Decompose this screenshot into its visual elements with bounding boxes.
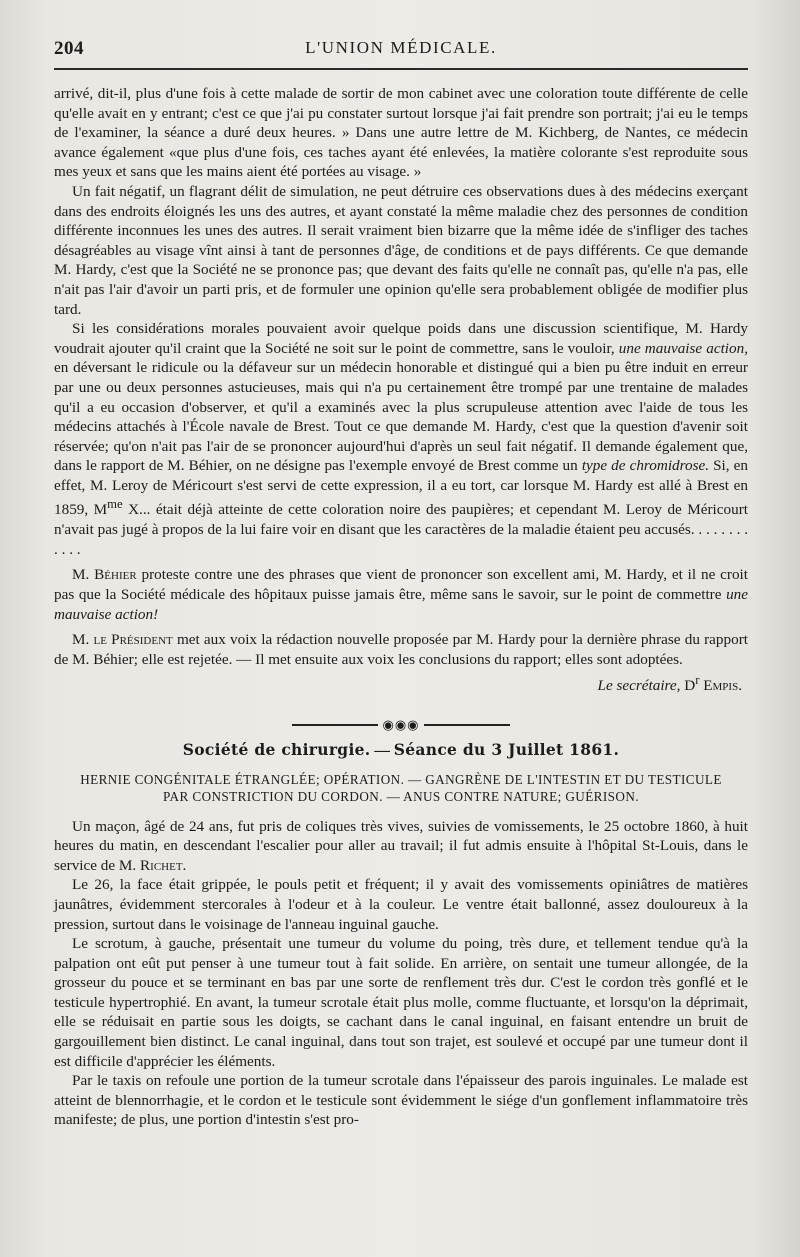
intro-paragraph: arrivé, dit-il, plus d'une fois à cette malade de sortir de mon cabinet avec une coloration toute différente de celle qu'elle avait en y entrant; c'est ce que j'ai pu constater surtout lorsque j'ai fait prendre son portrait; j'ai eu le temps de l'examiner, la séance a duré deux heures. » Dans une autre lettre de M. Kichberg, de Nantes, ce médecin avance également «que plus d'une fois, ces taches ayant été enlevées, la matière colorante s'est reproduite sous mes yeux et sans que les mains aient été portées au visage. » xyxy=(54,85,748,181)
italic-phrase: une mauvaise action, xyxy=(618,339,748,357)
paragraph-behier xyxy=(54,565,748,624)
signature xyxy=(54,671,748,696)
page-body xyxy=(54,84,748,1130)
text-run: Si, en effet, M. Leroy de Méricourt s'est servi de cette expression, il a eu tort, car lorsque M. Hardy est allé à Brest en 1859, M xyxy=(54,457,748,519)
signature-name: Empis. xyxy=(699,677,742,695)
header-rule xyxy=(54,68,748,70)
section-title xyxy=(54,740,748,761)
italic-phrase: une mauvaise action! xyxy=(54,585,748,623)
superscript: me xyxy=(107,497,123,512)
case-title xyxy=(54,771,748,805)
running-title: L'UNION MÉDICALE. xyxy=(305,38,497,57)
text-run: met aux voix la rédaction nouvelle proposée par M. Hardy pour la dernière phrase du rapport de M. Béhier; elle est rejetée. — Il met ensuite aux voix les conclusions du rapport; elles sont adoptées. xyxy=(54,631,748,668)
text-run: M. xyxy=(72,631,94,649)
section-divider-ornament xyxy=(54,716,748,734)
superscript: r xyxy=(695,673,700,688)
case-title-line: PAR CONSTRICTION DU CORDON. — ANUS CONTRE NATURE; GUÉRISON. xyxy=(163,788,639,804)
page-header xyxy=(54,34,748,70)
society-name: Société de chirurgie. xyxy=(182,739,371,759)
case-paragraph xyxy=(54,817,748,876)
case-paragraph: Par le taxis on refoule une portion de la tumeur scrotale dans l'épaisseur des parois inguinales. Le malade est atteint de blennorrhagie, et le cordon et le testicule sont évidemment le siége d'un gonflement inflammatoire très manifeste; de plus, une portion d'intestin s'est pro- xyxy=(54,1072,748,1129)
speaker-name: le Président xyxy=(93,631,173,649)
separator: — xyxy=(370,741,394,759)
case-paragraph: Le 26, la face était grippée, le pouls petit et fréquent; il y avait des vomissements opiniâtres de matières jaunâtres, évidemment stercorales à l'odeur et à la couleur. Le ventre était ballonné, assez douloureux à la pression, surtout dans le voisinage de l'anneau inguinal gauche. xyxy=(54,876,748,933)
text-run: Si les considérations morales pouvaient avoir quelque poids dans une discussion scientifique, M. Hardy voudrait ajouter qu'il craint que la Société ne soit sur le point de commettre, sans le vouloir, xyxy=(54,320,748,357)
text-run: . xyxy=(182,856,187,874)
session-date: Séance du 3 Juillet 1861. xyxy=(393,739,620,759)
case-paragraph: Le scrotum, à gauche, présentait une tumeur du volume du poing, très dure, et tellement tendue qu'à la palpation ont eût put penser à une tumeur tout à fait solide. En arrière, on sentait une tumeur allongée, de la grosseur du pouce et se terminant en bas par une sorte de renflement très dur. C'est le cordon très gonflé et le testicule hypertrophié. En avant, la tumeur scrotale était plus molle, comme fluctuante, et lorsqu'on la déprimait, elle se réduisait en partie sous les doigts, se cachant dans le canal inguinal, en faisant entendre un bruit de gargouillement bien distinct. Le canal inguinal, dans tout son trajet, est soulevé et occupé par une tumeur dont il est difficile d'apprécier les éléments. xyxy=(54,935,748,1070)
speaker-name: M. Béhier xyxy=(72,566,137,584)
text-run: proteste contre une des phrases que vient de prononcer son excellent ami, M. Hardy, et il ne croit pas que la Société médicale des hôpitaux puisse jamais être, même sans le savoir, sur le point de commettre xyxy=(54,566,748,603)
ornament-dots: ◉◉◉ xyxy=(382,717,420,733)
text-run: Un maçon, âgé de 24 ans, fut pris de coliques très vives, suivies de vomissements, le 25 octobre 1860, à huit heures du matin, en descendant l'escalier pour aller au travail; il fut admis ensuite à l'hôpital St-Louis, dans le service de M. xyxy=(54,817,748,874)
signature-title: D xyxy=(680,677,696,695)
paragraph-negative-fact: Un fait négatif, un flagrant délit de simulation, ne peut détruire ces observations dues à des médecins exerçant dans des endroits éloignés les uns des autres, et ayant constaté la même maladie chez des personnes de condition différente inconnues les unes des autres. Il serait vraiment bien bizarre que la même idée de s'infliger des taches désagréables au visage vînt ainsi à tant de personnes d'âge, de conditions et de pays différents. Ce que demande M. Hardy, c'est que la Société ne se prononce pas; que devant des faits qu'elle ne connaît pas, qu'elle n'a pas, elle n'ait pas l'air d'avoir un parti pris, et de formuler une opinion qu'elle sera probablement obligée de modifier plus tard. xyxy=(54,182,748,318)
signature-role: Le secrétaire, xyxy=(597,677,681,695)
page-number: 204 xyxy=(54,38,84,59)
paragraph-president xyxy=(54,630,748,669)
surgeon-name: Richet xyxy=(140,856,183,874)
text-run: en déversant le ridicule ou la défaveur sur un médecin honorable et distingué qui a bien pu être induit en erreur par une ou deux personnes astucieuses, mais qui n'a pu certainement être trompé par une trentaine de malades qu'il a eu occasion d'observer, et qu'il a examinés avec la plus scrupuleuse attention avec l'aide de tous les médecins attachés à l'École navale de Brest. Tout ce que demande M. Hardy, c'est que la question d'avenir soit réservée; qu'on n'ait pas l'air de se prononcer aujourd'hui d'après un seul fait négatif. Il demande également que, dans le rapport de M. Béhier, on ne désigne pas l'exemple envoyé de Brest comme un xyxy=(54,359,748,475)
paragraph-moral-considerations xyxy=(54,319,748,559)
ornament-bar xyxy=(424,724,510,726)
ornament-bar xyxy=(292,724,378,726)
case-title-line: HERNIE CONGÉNITALE ÉTRANGLÉE; OPÉRATION. — GANGRÈNE DE L'INTESTIN ET DU TESTICULE xyxy=(80,771,722,787)
text-run: X... était déjà atteinte de cette coloration noire des paupières; et cependant M. Leroy de Méricourt n'avait pas jugé à propos de la lui faire voir en disant que les caractères de la maladie étaient peu accusés. . . . . . . . . . . . xyxy=(54,501,748,558)
italic-phrase: type de chromidrose. xyxy=(581,457,710,475)
